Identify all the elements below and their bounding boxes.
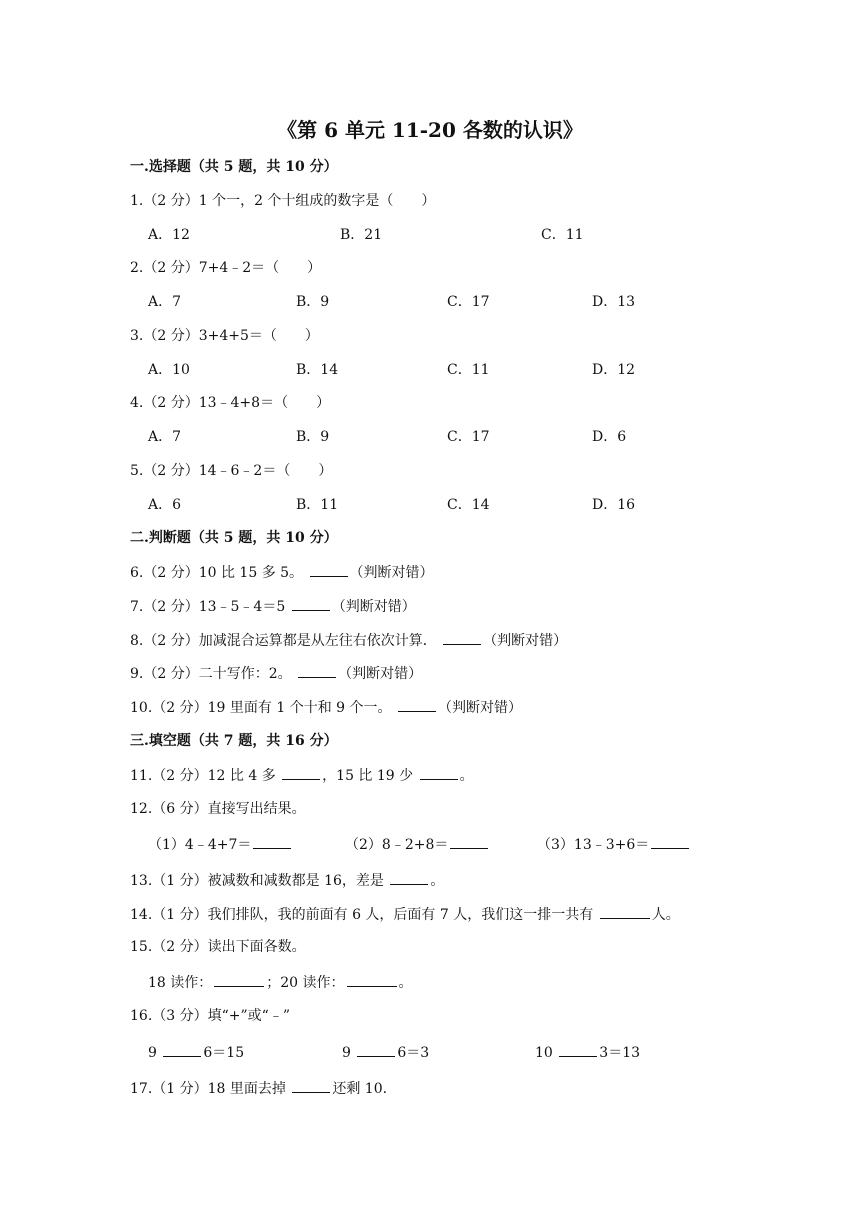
q12-part-3 (537, 834, 691, 855)
judge-suffix: （判断对错） (349, 565, 434, 581)
section-heading-judge: 二.判断题（共 5 题，共 10 分） (130, 530, 338, 546)
q12-part-1 (148, 834, 293, 855)
q3-option-a: A．10 (148, 362, 190, 378)
q5-option-c: C．14 (447, 497, 490, 513)
question-4: 4.（2 分）13﹣4+8＝（ ） (130, 395, 331, 411)
q4-option-b: B．9 (296, 429, 330, 445)
page-title: 《第 6 单元 11-20 各数的认识》 (277, 118, 583, 142)
answer-blank[interactable] (390, 870, 428, 885)
question-9-stem: 9.（2 分）二十写作：2。 (130, 666, 292, 682)
question-15-text: ；20 读作： (266, 975, 345, 991)
answer-blank[interactable] (253, 834, 291, 849)
question-16: 16.（3 分）填“+”或“﹣” (130, 1008, 290, 1024)
question-13-text: 。 (430, 873, 445, 889)
question-3: 3.（2 分）3+4+5＝（ ） (130, 328, 319, 344)
section-heading-fill: 三.填空题（共 7 题，共 16 分） (130, 733, 338, 749)
question-15-answers (148, 972, 413, 993)
q16-part-3 (535, 1042, 640, 1063)
q16-part-text: 6＝15 (203, 1045, 245, 1061)
question-17-text: 还剩 10. (332, 1081, 388, 1097)
answer-blank[interactable] (443, 630, 481, 645)
q5-option-a: A．6 (148, 497, 182, 513)
question-10-stem: 10.（2 分）19 里面有 1 个十和 9 个一。 (130, 700, 392, 716)
q2-option-d: D．13 (592, 294, 636, 310)
q2-option-a: A．7 (148, 294, 182, 310)
q3-option-c: C．11 (447, 362, 490, 378)
answer-blank[interactable] (347, 972, 397, 987)
judge-suffix: （判断对错） (437, 700, 522, 716)
question-13 (130, 870, 444, 891)
question-9 (130, 663, 422, 684)
question-13-text: 13.（1 分）被减数和减数都是 16，差是 (130, 873, 384, 889)
q2-option-c: C．17 (447, 294, 490, 310)
question-12: 12.（6 分）直接写出结果。 (130, 801, 306, 817)
q4-option-d: D．6 (592, 429, 627, 445)
q12-part-2 (345, 834, 490, 855)
q4-option-c: C．17 (447, 429, 490, 445)
q16-part-text: 9 (342, 1045, 351, 1061)
q12-part-text: （2）8﹣2+8＝ (345, 837, 449, 853)
q1-option-c: C．11 (541, 227, 584, 243)
q5-option-b: B．11 (296, 497, 339, 513)
q1-option-a: A．12 (148, 227, 190, 243)
question-10 (130, 697, 522, 718)
answer-blank[interactable] (559, 1042, 597, 1057)
question-11-text: 11.（2 分）12 比 4 多 (130, 768, 276, 784)
question-11-text: 。 (459, 768, 474, 784)
q16-part-text: 6＝3 (397, 1045, 430, 1061)
question-14-text: 人。 (651, 907, 680, 923)
answer-blank[interactable] (282, 765, 320, 780)
q1-option-b: B．21 (340, 227, 383, 243)
question-14-text: 14.（1 分）我们排队，我的前面有 6 人，后面有 7 人，我们这一排一共有 (130, 907, 594, 923)
answer-blank[interactable] (298, 663, 336, 678)
q4-option-a: A．7 (148, 429, 182, 445)
question-5: 5.（2 分）14﹣6﹣2＝（ ） (130, 463, 333, 479)
question-6 (130, 562, 434, 583)
answer-blank[interactable] (398, 697, 436, 712)
q3-option-b: B．14 (296, 362, 339, 378)
question-17-text: 17.（1 分）18 里面去掉 (130, 1081, 286, 1097)
question-15-text: 。 (398, 975, 413, 991)
question-7 (130, 596, 416, 617)
answer-blank[interactable] (420, 765, 458, 780)
question-8-stem: 8.（2 分）加减混合运算都是从左往右依次计算． (130, 633, 437, 649)
answer-blank[interactable] (357, 1042, 395, 1057)
judge-suffix: （判断对错） (338, 666, 423, 682)
q16-part-text: 9 (148, 1045, 157, 1061)
question-8 (130, 630, 567, 651)
question-1: 1.（2 分）1 个一，2 个十组成的数字是（ ） (130, 193, 436, 209)
question-6-stem: 6.（2 分）10 比 15 多 5。 (130, 565, 304, 581)
question-11-text: ，15 比 19 少 (322, 768, 414, 784)
answer-blank[interactable] (651, 834, 689, 849)
answer-blank[interactable] (292, 1078, 330, 1093)
answer-blank[interactable] (600, 904, 650, 919)
q3-option-d: D．12 (592, 362, 636, 378)
q12-part-text: （1）4﹣4+7＝ (148, 837, 252, 853)
question-14 (130, 904, 680, 925)
question-2: 2.（2 分）7+4﹣2＝（ ） (130, 260, 322, 276)
q16-part-text: 10 (535, 1045, 553, 1061)
answer-blank[interactable] (163, 1042, 201, 1057)
question-7-stem: 7.（2 分）13﹣5﹣4＝5 (130, 599, 286, 615)
q16-part-1 (148, 1042, 244, 1063)
question-15-text: 18 读作： (148, 975, 213, 991)
question-15: 15.（2 分）读出下面各数。 (130, 939, 306, 955)
judge-suffix: （判断对错） (331, 599, 416, 615)
q16-part-text: 3＝13 (599, 1045, 641, 1061)
question-11 (130, 765, 474, 786)
q16-part-2 (342, 1042, 429, 1063)
answer-blank[interactable] (450, 834, 488, 849)
answer-blank[interactable] (310, 562, 348, 577)
section-heading-choice: 一.选择题（共 5 题，共 10 分） (130, 159, 338, 175)
q12-part-text: （3）13﹣3+6＝ (537, 837, 650, 853)
judge-suffix: （判断对错） (483, 633, 568, 649)
answer-blank[interactable] (292, 596, 330, 611)
q2-option-b: B．9 (296, 294, 330, 310)
question-17 (130, 1078, 387, 1099)
q5-option-d: D．16 (592, 497, 636, 513)
answer-blank[interactable] (214, 972, 264, 987)
